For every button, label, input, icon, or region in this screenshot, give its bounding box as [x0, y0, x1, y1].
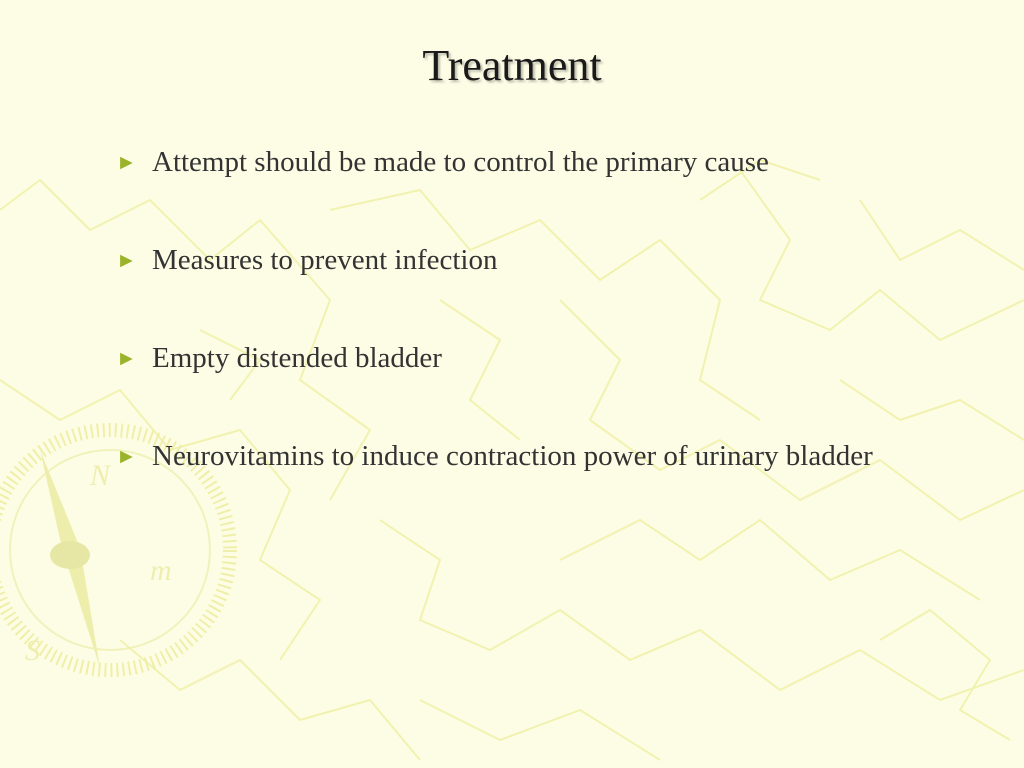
bullet-arrow-icon: ► — [116, 150, 137, 174]
compass-letter-m: m — [150, 554, 172, 587]
compass-letter-n: N — [90, 459, 111, 492]
bullet-arrow-icon: ► — [116, 444, 137, 468]
list-item — [116, 240, 916, 280]
bullet-text: Neurovitamins to induce contraction power of urinary bladder — [152, 440, 873, 472]
list-item — [116, 436, 916, 476]
list-item — [116, 142, 916, 182]
bullet-text: Empty distended bladder — [152, 342, 442, 374]
slide-title: Treatment — [422, 41, 602, 90]
bullet-arrow-icon: ► — [116, 248, 137, 272]
bullet-text: Attempt should be made to control the primary cause — [152, 146, 769, 178]
bullet-list — [116, 142, 916, 476]
bullet-arrow-icon: ► — [116, 346, 137, 370]
bullet-text: Measures to prevent infection — [152, 244, 498, 276]
compass-letter-s: S — [25, 634, 40, 667]
list-item — [116, 338, 916, 378]
